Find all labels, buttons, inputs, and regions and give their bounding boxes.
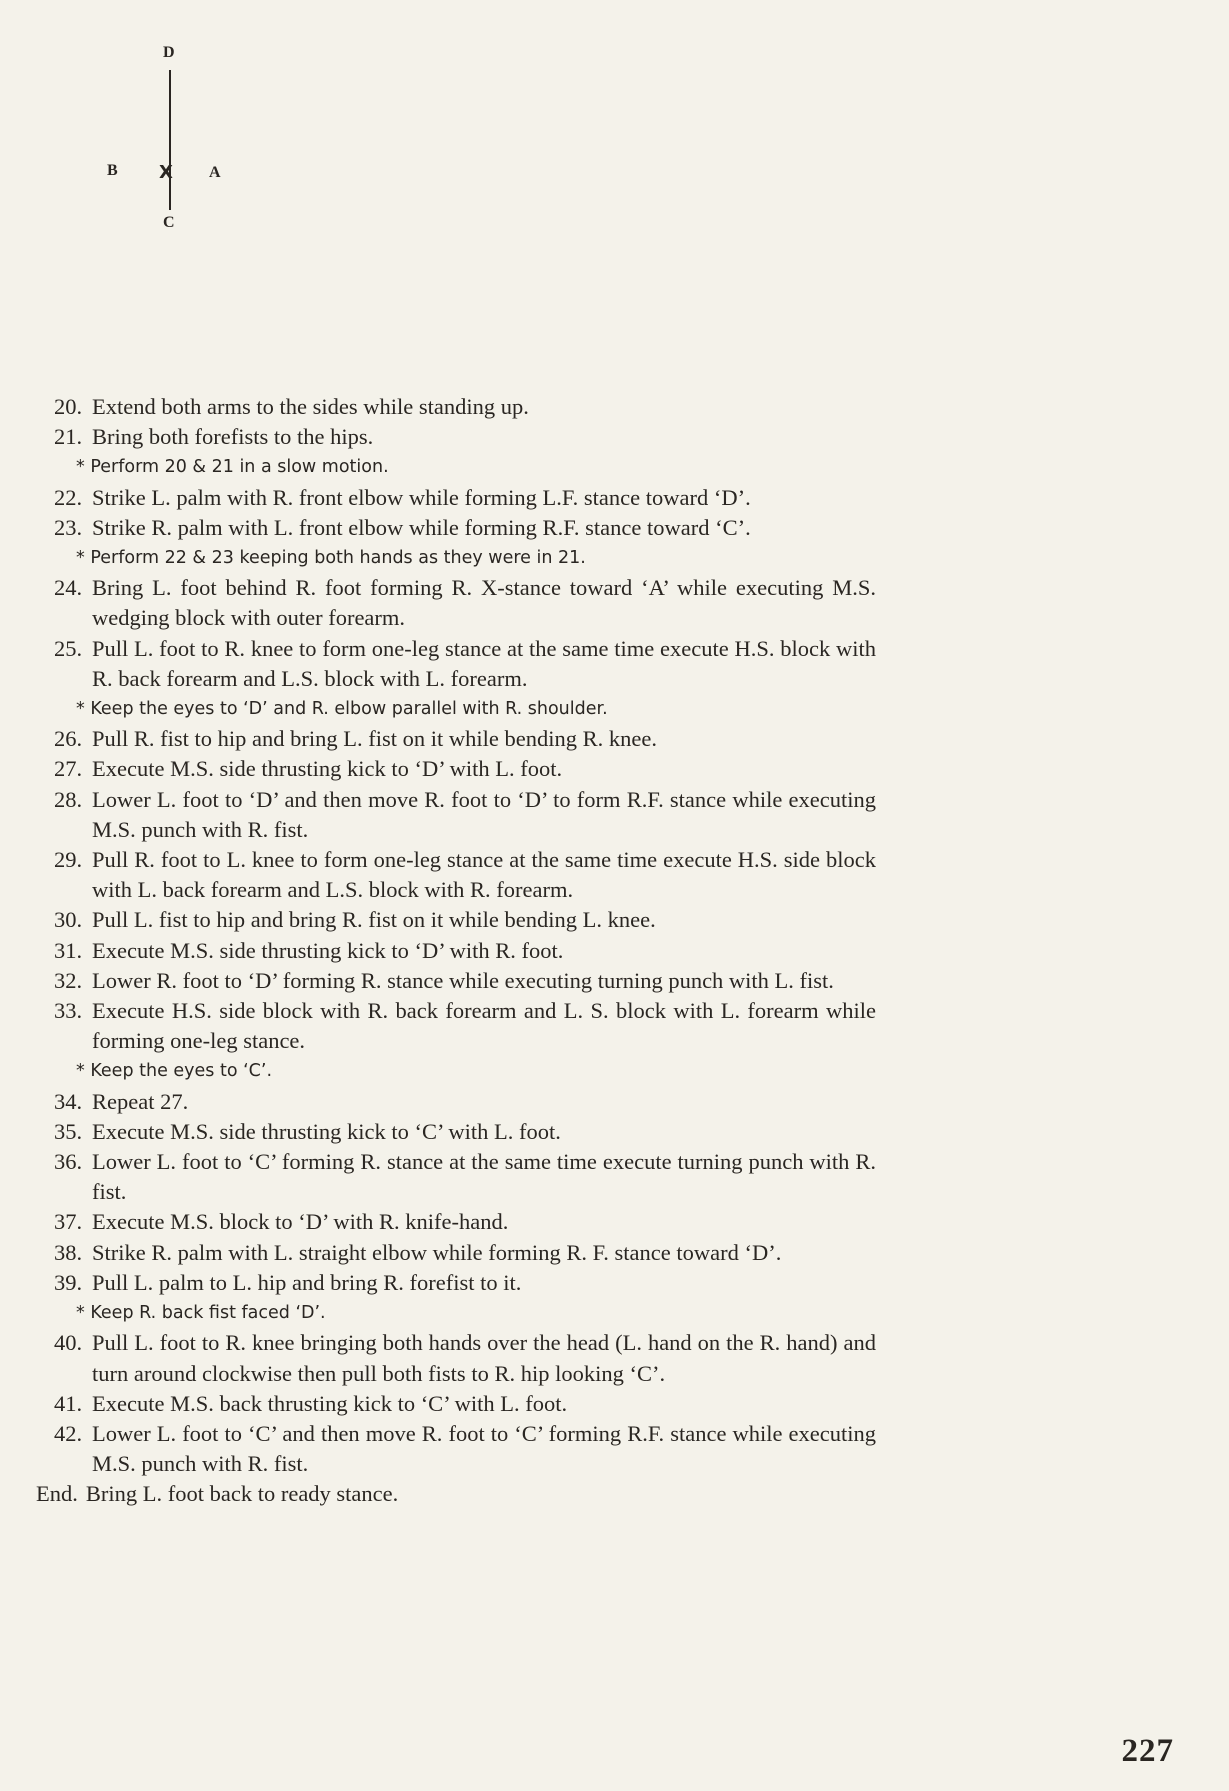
step-number: 36. xyxy=(54,1149,83,1175)
step-number: 23. xyxy=(54,514,83,540)
step-text: Execute M.S. side thrusting kick to ‘C’ with L. foot. xyxy=(92,1118,561,1144)
diagram-label-top: D xyxy=(163,44,175,61)
step-text: Bring both forefists to the hips. xyxy=(92,424,374,450)
step-text: Repeat 27. xyxy=(92,1088,189,1114)
step-number: 22. xyxy=(54,484,83,510)
step-text: Bring L. foot back to ready stance. xyxy=(85,1481,399,1507)
step-number: 28. xyxy=(54,786,83,812)
step-number: 30. xyxy=(54,907,83,933)
step-item xyxy=(36,905,876,935)
step-item xyxy=(36,845,876,905)
step-text: Lower L. foot to ‘D’ and then move R. foot to ‘D’ to form R.F. stance while executing M.S. punch with R. fist. xyxy=(92,786,876,842)
step-item xyxy=(36,1389,876,1419)
step-text: Lower L. foot to ‘C’ and then move R. foot to ‘C’ forming R.F. stance while executing M.S. punch with R. fist. xyxy=(92,1420,876,1477)
step-text: Pull R. fist to hip and bring L. fist on it while bending R. knee. xyxy=(92,726,657,752)
step-item xyxy=(36,573,876,633)
step-number: 34. xyxy=(54,1088,83,1114)
step-text: Lower L. foot to ‘C’ forming R. stance at the same time execute turning punch with R. fist. xyxy=(92,1149,876,1205)
step-number: 20. xyxy=(54,394,83,419)
step-item xyxy=(36,996,876,1056)
step-text: Execute M.S. block to ‘D’ with R. knife-hand. xyxy=(92,1209,509,1235)
step-number: 31. xyxy=(54,937,83,963)
step-note: * Perform 20 & 21 in a slow motion. xyxy=(76,457,389,478)
step-number: 24. xyxy=(54,575,83,601)
step-item xyxy=(36,483,876,513)
step-number: 32. xyxy=(54,967,83,993)
step-number: 41. xyxy=(54,1390,83,1416)
step-item xyxy=(36,1268,876,1298)
diagram-label-right: A xyxy=(209,164,221,181)
step-note: * Perform 22 & 23 keeping both hands as they were in 21. xyxy=(76,548,586,569)
step-number: 42. xyxy=(54,1420,83,1446)
step-number: 25. xyxy=(54,635,83,661)
step-item xyxy=(36,1207,876,1237)
step-number: 21. xyxy=(54,424,83,450)
step-number: 38. xyxy=(54,1239,83,1265)
page-number: 227 xyxy=(1121,1733,1174,1769)
step-text: Execute M.S. back thrusting kick to ‘C’ with L. foot. xyxy=(92,1390,568,1416)
step-note: * Keep R. back fist faced ‘D’. xyxy=(76,1303,326,1324)
step-text: Execute M.S. side thrusting kick to ‘D’ with R. foot. xyxy=(92,937,564,963)
step-list xyxy=(36,392,876,1510)
step-number: 39. xyxy=(54,1269,83,1295)
step-note: * Keep the eyes to ‘D’ and R. elbow parallel with R. shoulder. xyxy=(76,699,608,720)
step-item xyxy=(36,1087,876,1117)
step-text: Lower R. foot to ‘D’ forming R. stance while executing turning punch with L. fist. xyxy=(92,967,834,993)
step-item xyxy=(36,392,876,422)
step-text: Strike R. palm with L. straight elbow while forming R. F. stance toward ‘D’. xyxy=(92,1239,782,1265)
step-item xyxy=(36,936,876,966)
step-text: Pull R. foot to L. knee to form one-leg stance at the same time execute H.S. side block with L. back forearm and L.S. block with R. forearm. xyxy=(92,847,876,903)
step-number: 40. xyxy=(54,1330,83,1356)
step-text: Strike R. palm with L. front elbow while forming R.F. stance toward ‘C’. xyxy=(92,514,751,540)
step-number: 26. xyxy=(54,726,83,752)
step-item xyxy=(36,513,876,543)
step-item xyxy=(36,966,876,996)
diagram-center-mark: X xyxy=(159,162,173,183)
step-text: Extend both arms to the sides while standing up. xyxy=(92,394,529,419)
step-item xyxy=(36,1328,876,1388)
step-number: 27. xyxy=(54,756,83,782)
step-text: Bring L. foot behind R. foot forming R. X-stance toward ‘A’ while executing M.S. wedging block with outer forearm. xyxy=(92,575,876,631)
step-item xyxy=(36,1147,876,1207)
diagram-label-bottom: C xyxy=(163,214,175,231)
step-text: Strike L. palm with R. front elbow while forming L.F. stance toward ‘D’. xyxy=(92,484,751,510)
step-number: End. xyxy=(36,1481,78,1507)
step-item xyxy=(36,785,876,845)
step-item xyxy=(36,1419,876,1479)
step-item xyxy=(36,754,876,784)
step-number: 33. xyxy=(54,998,83,1024)
step-number: 35. xyxy=(54,1118,83,1144)
step-text: Execute H.S. side block with R. back forearm and L. S. block with L. forearm while forming one-leg stance. xyxy=(92,998,876,1054)
step-text: Pull L. foot to R. knee bringing both hands over the head (L. hand on the R. hand) and turn around clockwise then pull both fists to R. hip looking ‘C’. xyxy=(92,1330,876,1386)
step-item xyxy=(36,1238,876,1268)
step-text: Execute M.S. side thrusting kick to ‘D’ with L. foot. xyxy=(92,756,563,782)
step-text: Pull L. palm to L. hip and bring R. forefist to it. xyxy=(92,1269,522,1295)
diagram-label-left: B xyxy=(107,162,118,179)
step-note: * Keep the eyes to ‘C’. xyxy=(76,1061,273,1082)
direction-diagram xyxy=(95,40,245,240)
step-item xyxy=(36,1117,876,1147)
step-text: Pull L. foot to R. knee to form one-leg stance at the same time execute H.S. block with R. back forearm and L.S. block with L. forearm. xyxy=(92,635,876,691)
step-item xyxy=(36,724,876,754)
step-number: 37. xyxy=(54,1209,83,1235)
step-item xyxy=(36,422,876,452)
step-item xyxy=(36,634,876,694)
step-number: 29. xyxy=(54,847,83,873)
diagram-vertical-line-lower xyxy=(169,192,171,210)
step-text: Pull L. fist to hip and bring R. fist on it while bending L. knee. xyxy=(92,907,656,933)
step-item xyxy=(36,1479,876,1509)
